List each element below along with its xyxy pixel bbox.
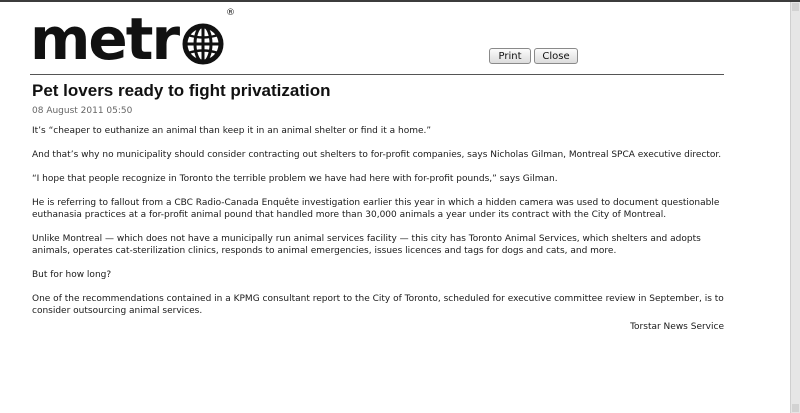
logo-wordmark: metr [30,5,179,73]
article-paragraph: It’s “cheaper to euthanize an animal than keep it in an animal shelter or find it a home.” [32,126,432,136]
print-button[interactable]: Print [489,48,531,64]
article-paragraph: Unlike Montreal — which does not have a municipally run animal services facility — this city has Toronto Animal Services, which shelters and adopts animals, operates cat-sterilization clinics, responds to animal emergencies, issues licences and tags for dogs and cats, and more. [32,234,701,256]
article-date: 08 August 2011 05:50 [32,106,133,116]
window-top-border [0,0,800,2]
article-paragraph: And that’s why no municipality should consider contracting out shelters to for-profit companies, says Nicholas Gilman, Montreal SPCA executive director. [32,150,722,160]
article-title: Pet lovers ready to fight privatization [32,81,331,100]
article-paragraph: “I hope that people recognize in Toronto the terrible problem we have had here with for-profit pounds,” says Gilman. [32,174,558,184]
article-source: Torstar News Service [630,322,724,332]
registered-mark: ® [226,8,235,18]
metro-logo [30,5,224,73]
globe-icon [182,23,224,65]
vertical-scrollbar[interactable] [790,2,800,413]
article-paragraph: He is referring to fallout from a CBC Radio-Canada Enquête investigation earlier this year in which a hidden camera was used to document questionable euthanasia practices at a for-profit animal pound that handled more than 30,000 animals a year under its contract with the City of Montreal. [32,198,720,220]
close-button[interactable]: Close [534,48,578,64]
scroll-up-arrow-icon[interactable] [792,3,799,11]
article-paragraph: One of the recommendations contained in a KPMG consultant report to the City of Toronto, scheduled for executive committee review in September, is to consider outsourcing animal services. [32,294,724,316]
article-body [32,125,724,329]
scroll-down-arrow-icon[interactable] [792,404,799,412]
article-paragraph: But for how long? [32,270,112,280]
header-divider [30,74,724,75]
